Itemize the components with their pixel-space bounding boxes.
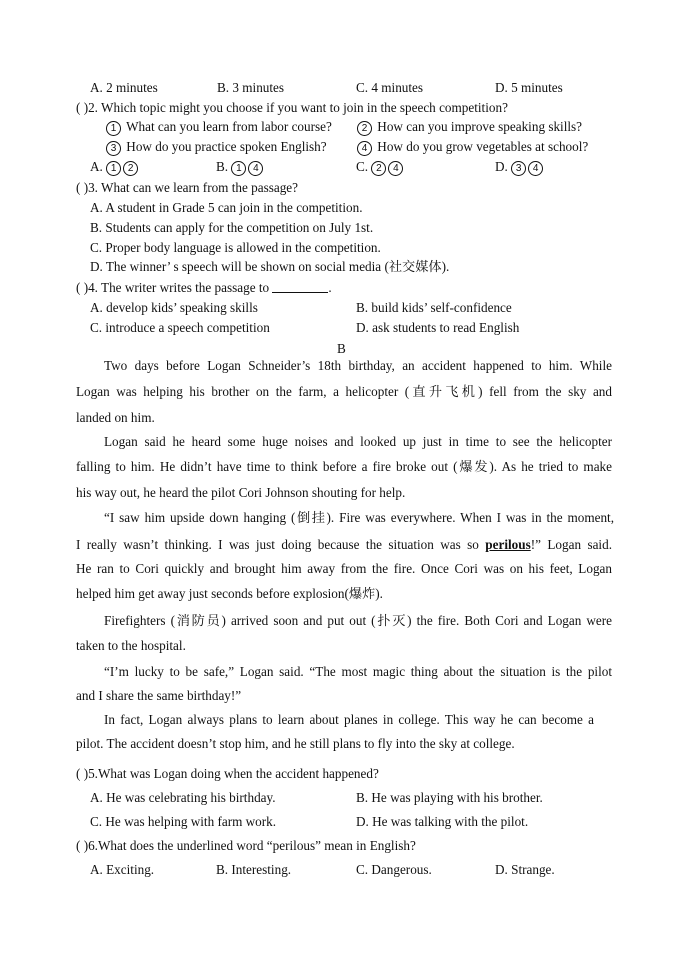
q5-option-d: D. He was talking with the pilot. bbox=[356, 814, 529, 829]
passage-p2-line2: falling to him. He didn’t have time to think before a fire broke out (爆发). As he tried to make bbox=[76, 459, 612, 474]
circled-number-icon: 2 bbox=[123, 161, 138, 176]
circled-number-icon: 1 bbox=[231, 161, 246, 176]
circled-number-icon: 1 bbox=[106, 161, 121, 176]
passage-p1-line1: Two days before Logan Schneider’s 18th birthday, an accident happened to him. While bbox=[104, 358, 612, 373]
q1-option-b: B. 3 minutes bbox=[217, 80, 285, 95]
passage-p3-line1: “I saw him upside down hanging (倒挂). Fire was everywhere. When I was in the moment, bbox=[104, 510, 614, 525]
q5-option-c: C. He was helping with farm work. bbox=[90, 814, 277, 829]
passage-p1-line2: Logan was helping his brother on the farm, a helicopter (直升飞机) fell from the sky and bbox=[76, 384, 612, 399]
q6-stem: ( )6.What does the underlined word “perilous” mean in English? bbox=[76, 838, 416, 853]
q5-stem: ( )5.What was Logan doing when the accident happened? bbox=[76, 766, 379, 781]
q2-option-a: A. 1 2 bbox=[90, 159, 140, 176]
q1-option-d: D. 5 minutes bbox=[495, 80, 563, 95]
circled-number-icon: 4 bbox=[357, 141, 372, 156]
q5-option-b: B. He was playing with his brother. bbox=[356, 790, 543, 805]
passage-p4-line2: taken to the hospital. bbox=[76, 638, 186, 653]
q4-stem: ( )4. The writer writes the passage to . bbox=[76, 280, 332, 295]
passage-p6-line1: In fact, Logan always plans to learn about planes in college. This way he can become a bbox=[104, 712, 594, 727]
underlined-word: perilous bbox=[485, 537, 531, 552]
q2-topic-3: 3 How do you practice spoken English? bbox=[106, 139, 327, 156]
passage-p2-line3: his way out, he heard the pilot Cori Johnson shouting for help. bbox=[76, 485, 406, 500]
q4-option-c: C. introduce a speech competition bbox=[90, 320, 270, 335]
passage-p5-line2: and I share the same birthday!” bbox=[76, 688, 242, 703]
circled-number-icon: 4 bbox=[528, 161, 543, 176]
q2-option-d: D. 3 4 bbox=[495, 159, 545, 176]
q3-option-d: D. The winner’ s speech will be shown on social media (社交媒体). bbox=[90, 259, 450, 274]
q1-option-a: A. 2 minutes bbox=[90, 80, 158, 95]
q5-option-a: A. He was celebrating his birthday. bbox=[90, 790, 276, 805]
circled-number-icon: 2 bbox=[371, 161, 386, 176]
circled-number-icon: 4 bbox=[248, 161, 263, 176]
q6-option-c: C. Dangerous. bbox=[356, 862, 432, 877]
q2-topic-2: 2 How can you improve speaking skills? bbox=[357, 119, 582, 136]
circled-number-icon: 1 bbox=[106, 121, 121, 136]
q3-option-c: C. Proper body language is allowed in the competition. bbox=[90, 240, 381, 255]
q2-stem: ( )2. Which topic might you choose if you want to join in the speech competition? bbox=[76, 100, 508, 115]
q4-option-b: B. build kids’ self-confidence bbox=[356, 300, 512, 315]
passage-p6-line2: pilot. The accident doesn’t stop him, and he still plans to fly into the sky at college. bbox=[76, 736, 515, 751]
q2-topic-4: 4 How do you grow vegetables at school? bbox=[357, 139, 588, 156]
circled-number-icon: 3 bbox=[106, 141, 121, 156]
q6-option-b: B. Interesting. bbox=[216, 862, 292, 877]
q6-option-d: D. Strange. bbox=[495, 862, 555, 877]
section-heading: B bbox=[337, 341, 346, 356]
passage-p4-line1: Firefighters (消防员) arrived soon and put out (扑灭) the fire. Both Cori and Logan were bbox=[104, 613, 612, 628]
q2-topic-1: 1 What can you learn from labor course? bbox=[106, 119, 332, 136]
passage-p3-line4: helped him get away just seconds before explosion(爆炸). bbox=[76, 586, 383, 601]
q3-option-b: B. Students can apply for the competition on July 1st. bbox=[90, 220, 374, 235]
circled-number-icon: 4 bbox=[388, 161, 403, 176]
passage-p1-line3: landed on him. bbox=[76, 410, 155, 425]
passage-p5-line1: “I’m lucky to be safe,” Logan said. “The most magic thing about the situation is the pilot bbox=[104, 664, 612, 679]
passage-p3-line3: He ran to Cori quickly and brought him away from the fire. Once Cori was on his feet, Logan bbox=[76, 561, 612, 576]
circled-number-icon: 2 bbox=[357, 121, 372, 136]
q6-option-a: A. Exciting. bbox=[90, 862, 155, 877]
answer-blank bbox=[272, 280, 328, 293]
q2-option-b: B. 1 4 bbox=[216, 159, 265, 176]
passage-p2-line1: Logan said he heard some huge noises and looked up just in time to see the helicopter bbox=[104, 434, 612, 449]
q2-option-c: C. 2 4 bbox=[356, 159, 405, 176]
circled-number-icon: 3 bbox=[511, 161, 526, 176]
q3-option-a: A. A student in Grade 5 can join in the competition. bbox=[90, 200, 363, 215]
q3-stem: ( )3. What can we learn from the passage? bbox=[76, 180, 299, 195]
passage-p3-line2: I really wasn’t thinking. I was just doing because the situation was so perilous!” Logan said. bbox=[76, 537, 612, 552]
q4-option-a: A. develop kids’ speaking skills bbox=[90, 300, 258, 315]
q4-option-d: D. ask students to read English bbox=[356, 320, 520, 335]
q1-option-c: C. 4 minutes bbox=[356, 80, 424, 95]
